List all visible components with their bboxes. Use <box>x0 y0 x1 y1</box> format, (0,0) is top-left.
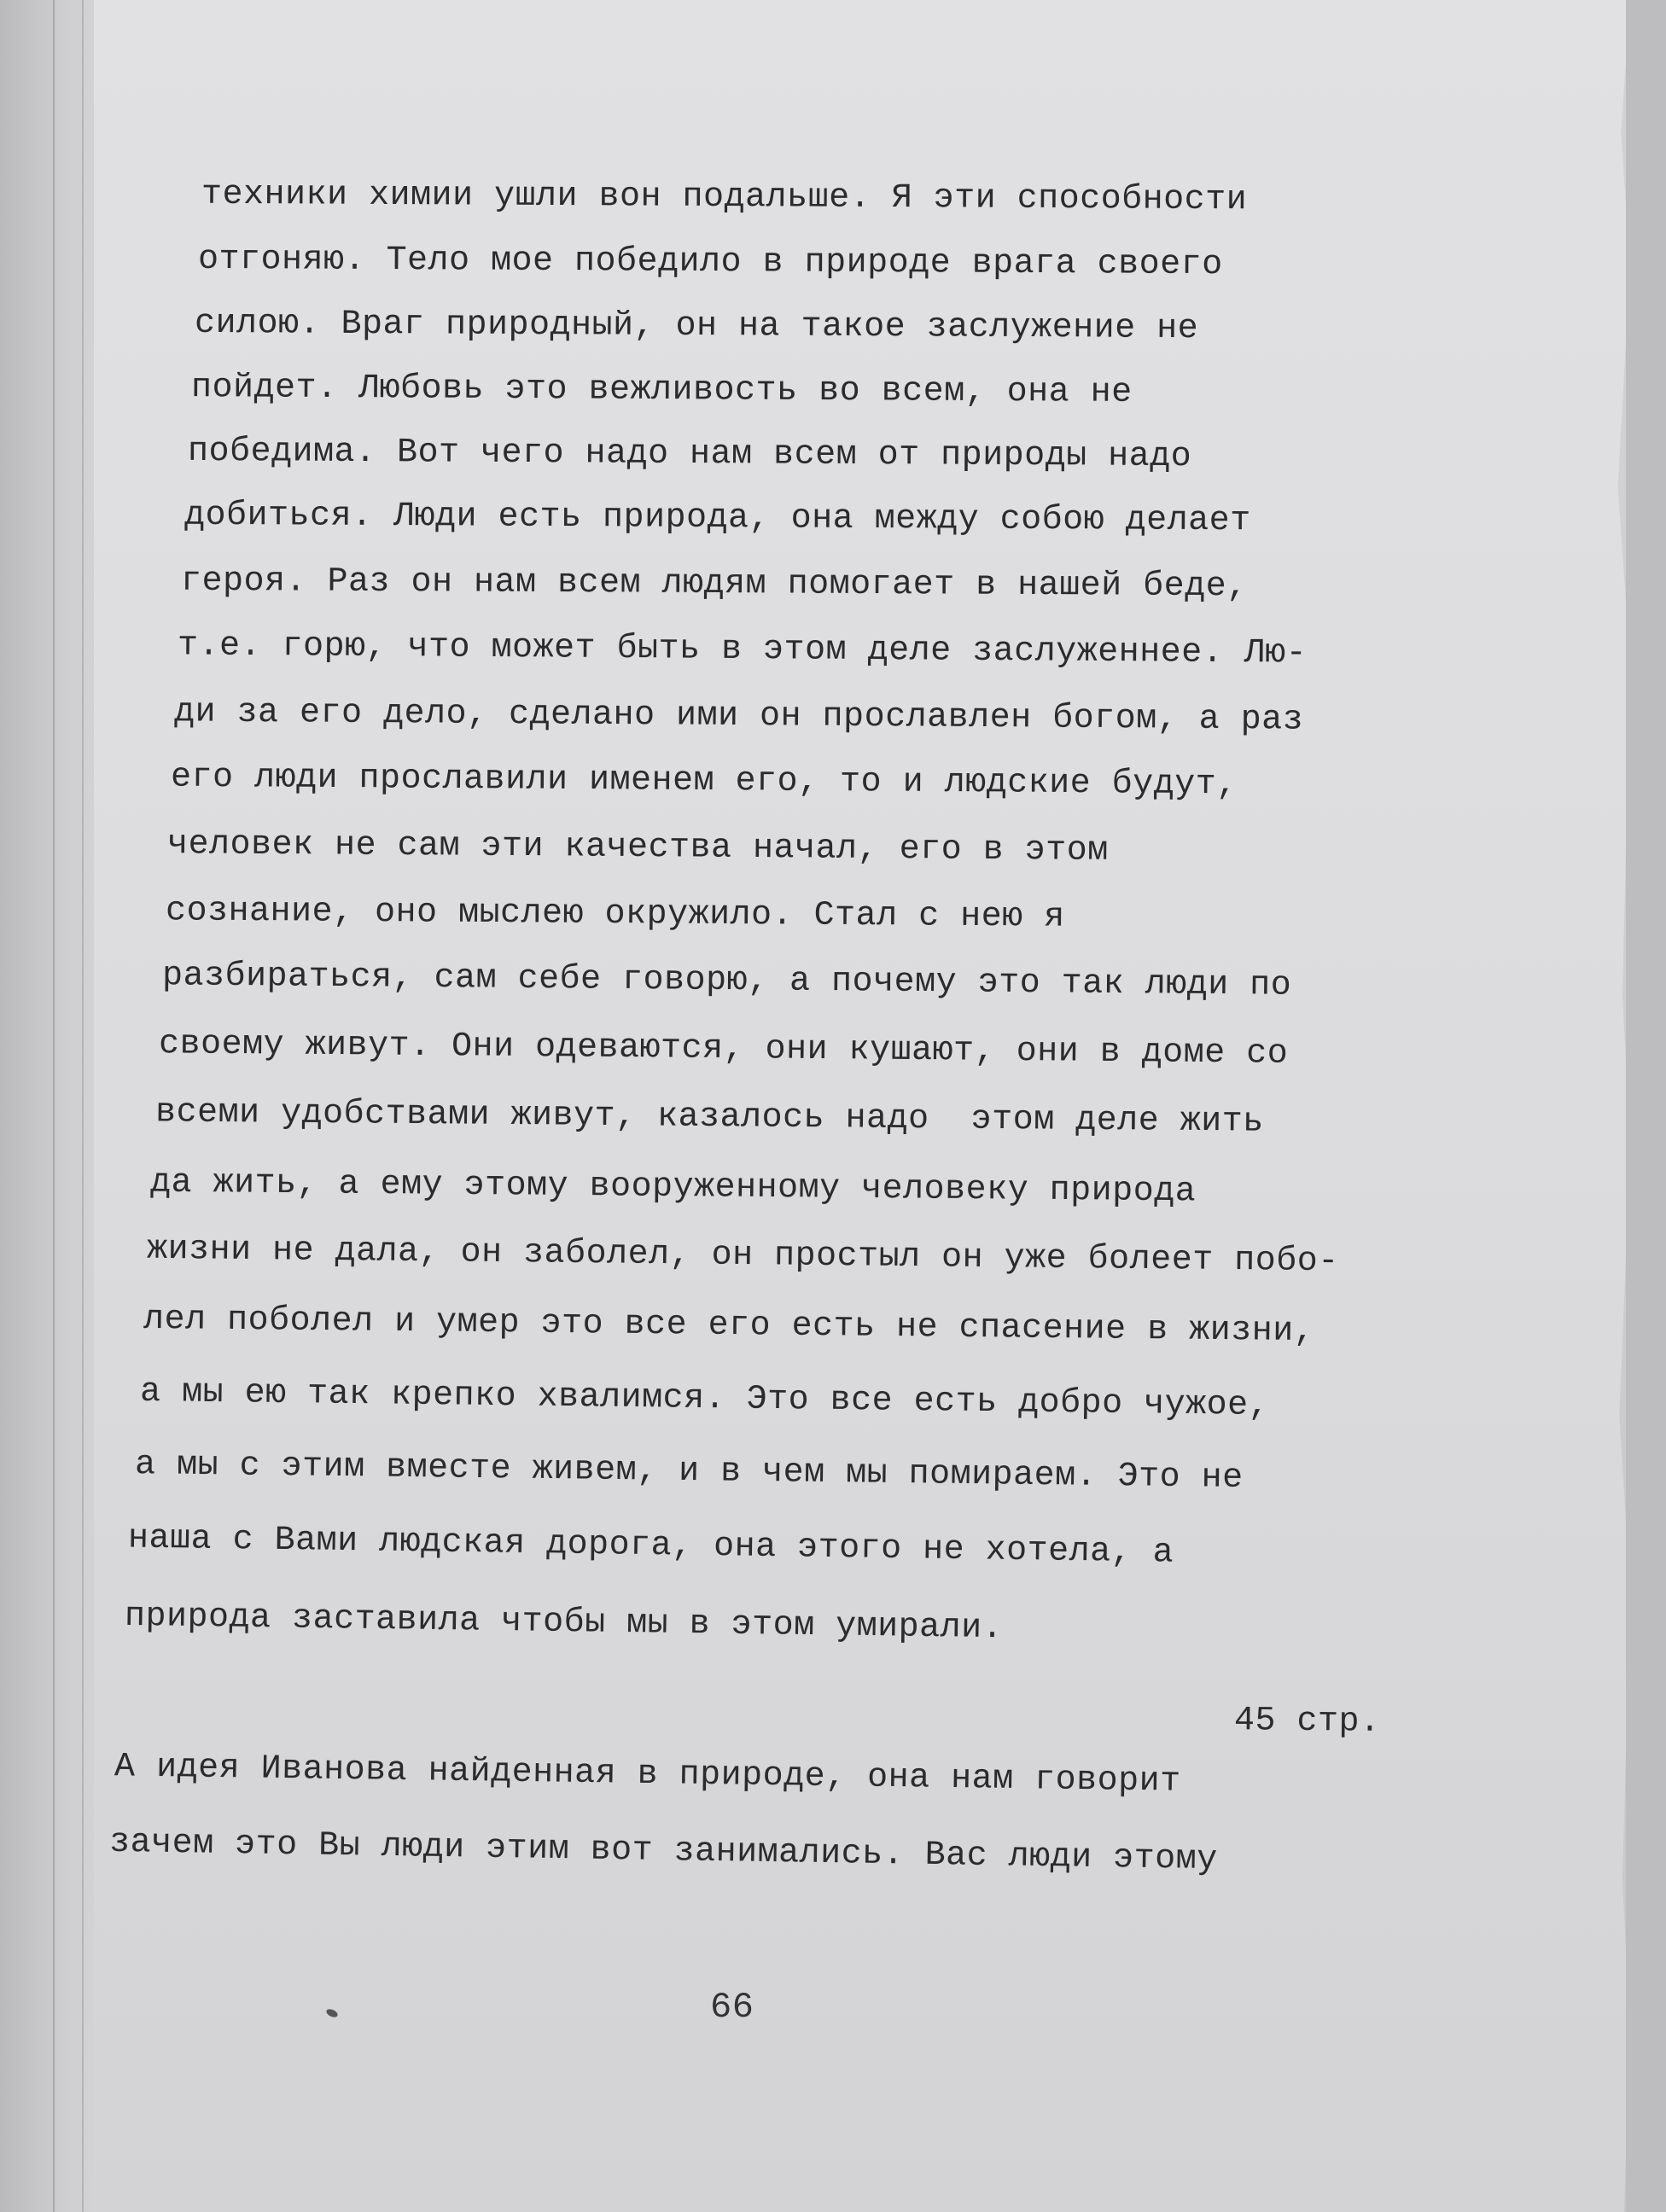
text-line: зачем это Вы люди этим вот занимались. Вас люди этому <box>108 1823 1218 1880</box>
text-line: сознание, оно мыслею окружило. Стал с нею я <box>165 892 1065 937</box>
text-line: пойдет. Любовь это вежливость во всем, она не <box>190 369 1133 412</box>
text-line: лел поболел и умер это все его есть не спасение в жизни, <box>143 1300 1315 1352</box>
text-line: а мы ею так крепко хвалимся. Это все есть добро чужое, <box>139 1372 1270 1426</box>
text-line: техники химии ушли вон подальше. Я эти способности <box>201 175 1248 220</box>
text-line: его люди прославили именем его, то и людские будут, <box>170 758 1238 805</box>
text-line: силою. Враг природный, он на такое заслужение не <box>194 304 1199 349</box>
text-line: т.е. горю, что может быть в этом деле заслуженнее. Лю- <box>177 626 1308 673</box>
text-line: разбираться, сам себе говорю, а почему это так люди по <box>161 957 1292 1005</box>
text-line: ди за его дело, сделано ими он прославлен богом, а раз <box>173 693 1304 740</box>
text-line: отгоняю. Тело мое победило в природе врага своего <box>197 240 1223 285</box>
text-line: жизни не дала, он заболел, он простыл он уже болеет побо- <box>146 1230 1339 1282</box>
text-line: человек не сам эти качества начал, его в этом <box>166 825 1109 870</box>
text-line: да жить, а ему этому вооруженному человеку природа <box>149 1163 1197 1212</box>
text-line: всеми удобствами живут, казалось надо этом деле жить <box>154 1093 1264 1142</box>
page-reference: 45 стр. <box>1233 1702 1381 1742</box>
text-line: природа заставила чтобы мы в этом умирали. <box>124 1597 1004 1649</box>
text-line: добиться. Люди есть природа, она между собою делает <box>183 496 1251 541</box>
text-line: наша с Вами людская дорога, она этого не хотела, а <box>127 1519 1174 1573</box>
page-number: 66 <box>710 1987 754 2028</box>
text-line: победима. Вот чего надо нам всем от природы надо <box>187 432 1192 477</box>
text-line: героя. Раз он нам всем людям помогает в нашей беде, <box>180 562 1248 607</box>
text-line: А идея Иванова найденная в природе, она нам говорит <box>114 1748 1181 1802</box>
text-line: своему живут. Они одеваются, они кушают, они в доме со <box>158 1025 1289 1074</box>
text-line: а мы с этим вместе живем, и в чем мы помираем. Это не <box>134 1446 1244 1498</box>
